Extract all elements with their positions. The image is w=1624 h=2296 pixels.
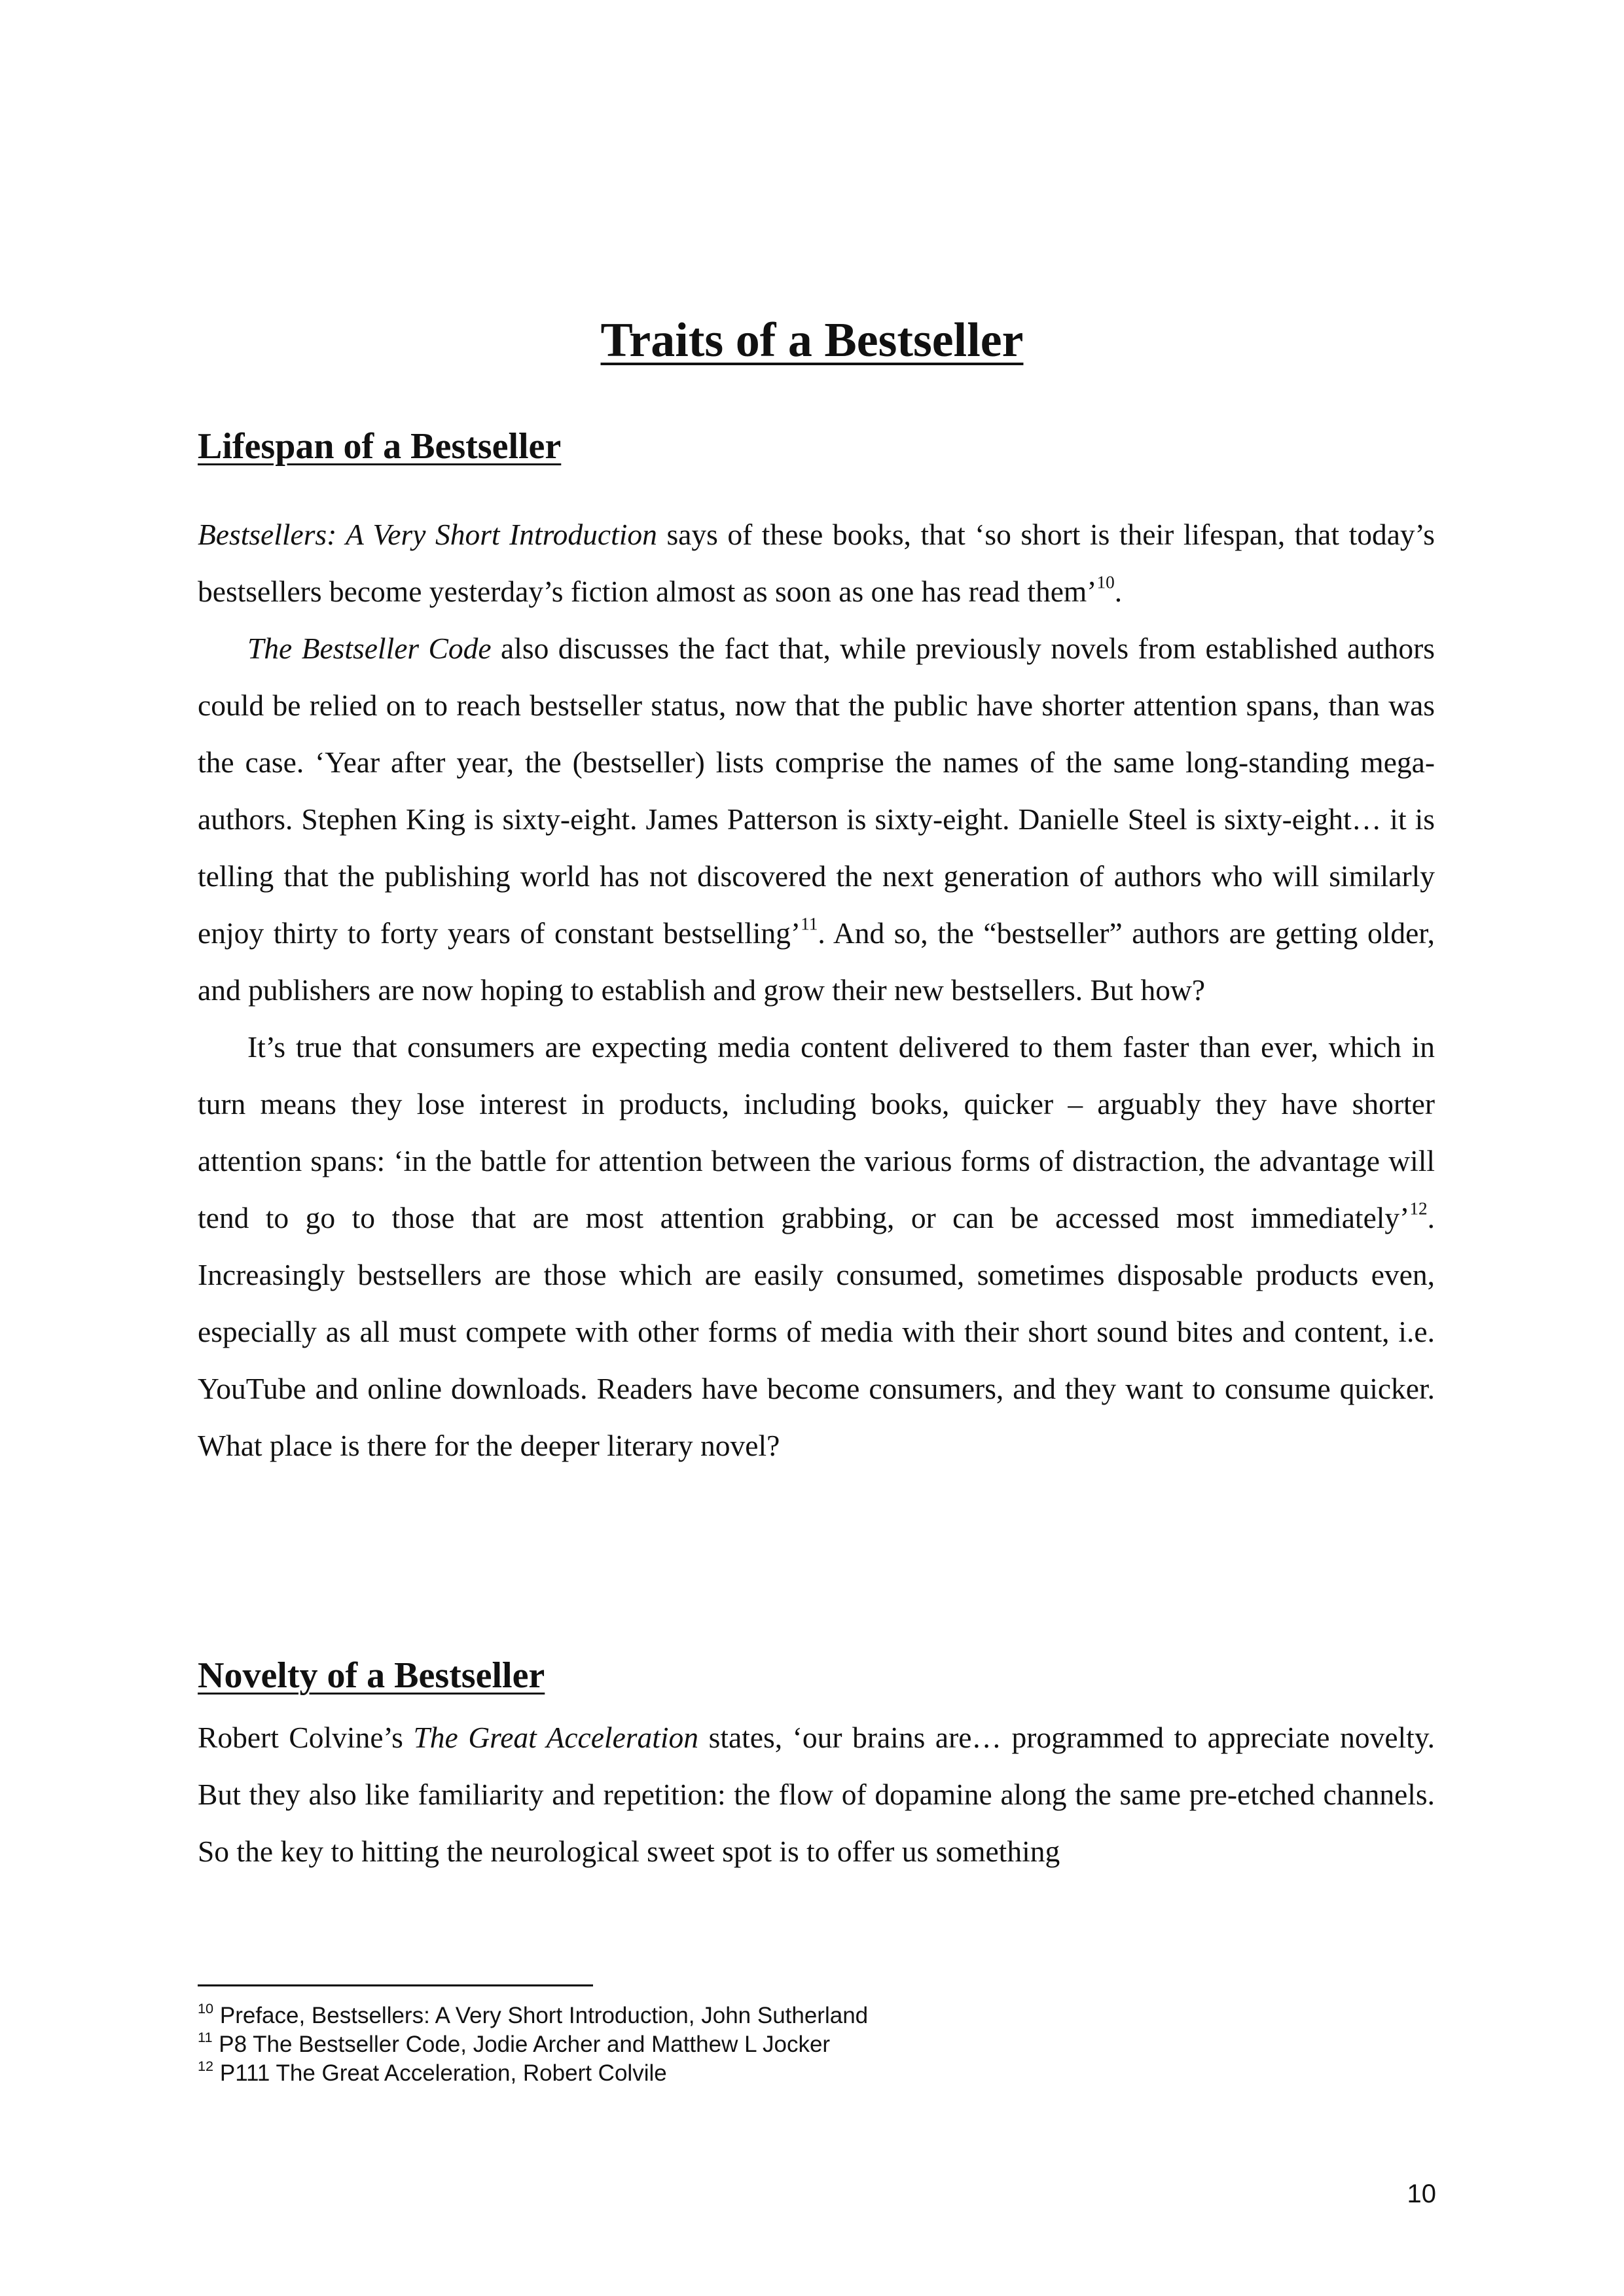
paragraph-4 — [198, 1709, 1435, 1880]
book-title-italic: The Bestseller Code — [247, 632, 492, 665]
footnote-text: P8 The Bestseller Code, Jodie Archer and Matthew L Jocker — [212, 2032, 831, 2057]
section-body-lifespan — [198, 506, 1435, 1474]
footnote-text: Preface, Bestsellers: A Very Short Introduction, John Sutherland — [213, 2003, 869, 2028]
book-title-italic: The Great Acceleration — [413, 1721, 699, 1754]
footnote-10 — [198, 2001, 868, 2030]
footnote-number: 12 — [198, 2057, 214, 2074]
footnote-ref-12[interactable]: 12 — [1409, 1198, 1428, 1219]
section-heading-novelty: Novelty of a Bestseller — [198, 1655, 545, 1696]
page-title: Traits of a Bestseller — [600, 314, 1024, 367]
paragraph-text: also discusses the fact that, while previously novels from established authors could be relied on to reach bestseller status, now that the public have shorter attention spans, than was the case. ‘Year after year, the (bestseller) lists comprise the names of the same long-standing mega-authors. Stephen King is sixty-eight. James Patterson is sixty-eight. Danielle Steel is sixty-eight… it is telling that the publishing world has not discovered the next generation of authors who will similarly enjoy thirty to forty years of constant bestselling’ — [198, 632, 1435, 950]
paragraph-3 — [198, 1018, 1435, 1474]
paragraph-text-end: . Increasingly bestsellers are those which are easily consumed, sometimes disposable products even, especially as all must compete with other forms of media with their short sound bites and content, i.e. YouTube and online downloads. Readers have become consumers, and they want to consume quicker. What place is there for the deeper literary novel? — [198, 1201, 1435, 1462]
book-title-italic: Bestsellers: A Very Short Introduction — [198, 518, 657, 551]
paragraph-text: It’s true that consumers are expecting media content delivered to them faster than ever, which in turn means they lose interest in products, including books, quicker – arguably they have shorter attention spans: ‘in the battle for attention between the various forms of distraction, the advantage will tend to go to those that are most attention grabbing, or can be accessed most immediately’ — [198, 1030, 1435, 1234]
footnotes — [198, 2001, 868, 2088]
page-number: 10 — [1407, 2179, 1436, 2208]
footnote-ref-11[interactable]: 11 — [801, 914, 818, 934]
paragraph-text-end: . — [1114, 575, 1123, 608]
footnote-divider — [198, 1984, 593, 1986]
footnote-text: P111 The Great Acceleration, Robert Colvile — [213, 2060, 667, 2086]
section-body-novelty — [198, 1709, 1435, 1880]
paragraph-1 — [198, 506, 1435, 620]
paragraph-text: states, ‘our brains are… programmed to appreciate novelty. But they also like familiarity and repetition: the flow of dopamine along the same pre-etched channels. So the key to hitting the neurological sweet spot is to offer us something — [198, 1721, 1435, 1868]
footnote-11 — [198, 2030, 868, 2059]
section-heading-lifespan: Lifespan of a Bestseller — [198, 426, 562, 467]
paragraph-text-end: . And so, the “bestseller” authors are getting older, and publishers are now hoping to establish and grow their new bestsellers. But how? — [198, 916, 1435, 1007]
footnote-12 — [198, 2059, 868, 2088]
footnote-number: 10 — [198, 2000, 214, 2017]
footnote-ref-10[interactable]: 10 — [1096, 572, 1115, 592]
paragraph-text: says of these books, that ‘so short is their lifespan, that today’s bestsellers become yesterday’s fiction almost as soon as one has read them’ — [198, 518, 1435, 608]
paragraph-text-start: Robert Colvine’s — [198, 1721, 414, 1754]
paragraph-2 — [198, 620, 1435, 1018]
footnote-number: 11 — [198, 2028, 213, 2045]
